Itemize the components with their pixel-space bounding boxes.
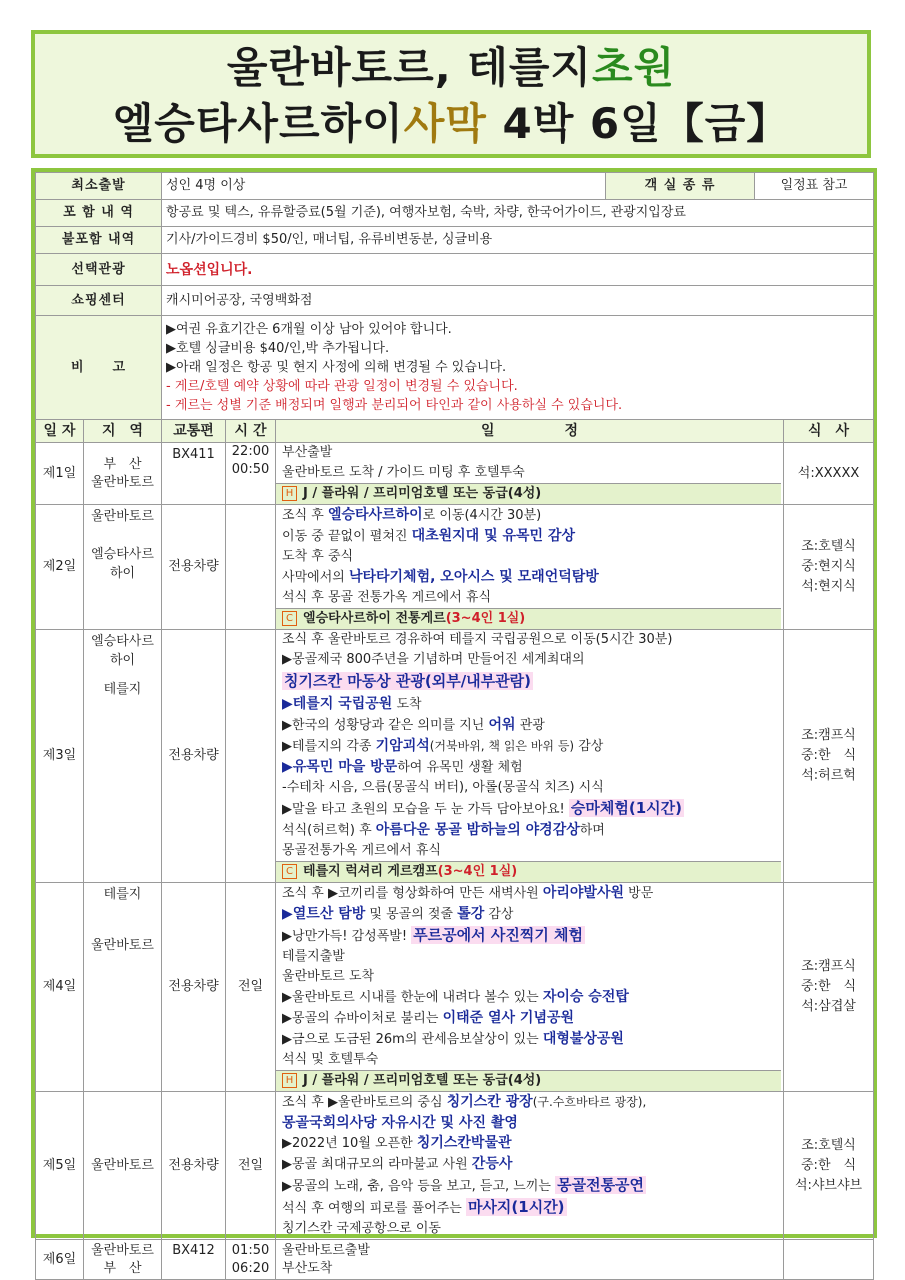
day-itinerary: 울란바토르출발 부산도착 [276, 1240, 784, 1280]
optional-tour-value: 노옵션입니다. [162, 254, 874, 286]
day-time [226, 630, 276, 883]
schedule-header-row [36, 420, 874, 443]
col-time: 시 간 [226, 420, 276, 443]
accommodation: C 엘승타사르하이 전통게르(3~4인 1실) [276, 608, 781, 629]
excludes-value: 기사/가이드경비 $50/인, 매너팁, 유류비변동분, 싱글비용 [162, 227, 874, 254]
day-time: 전일 [226, 883, 276, 1092]
day-label: 제6일 [36, 1240, 84, 1280]
note-line: ▶아래 일정은 항공 및 현지 사정에 의해 변경될 수 있습니다. [166, 360, 507, 375]
note-line: ▶여권 유효기간은 6개월 이상 남아 있어야 합니다. [166, 322, 452, 337]
title-banner [31, 30, 871, 158]
title-line-2: 엘승타사르하이사막 4박 6일【금】 [112, 99, 790, 148]
col-transport: 교통편 [162, 420, 226, 443]
day-row-2 [36, 505, 874, 630]
camp-icon: C [282, 864, 297, 879]
day-row-3 [36, 630, 874, 883]
day-region: 울란바토르 엘승타사르 하이 [84, 505, 162, 630]
day-time [226, 505, 276, 630]
tour-table [35, 172, 874, 1280]
day-meal: 조:캠프식 중:한 식 석:삼겹살 [784, 883, 874, 1092]
day-row-6 [36, 1240, 874, 1280]
shopping-label: 쇼핑센터 [36, 286, 162, 316]
col-itinerary: 일 정 [276, 420, 784, 443]
day-label: 제2일 [36, 505, 84, 630]
notes-label: 비 고 [36, 316, 162, 420]
min-departure-label: 최소출발 [36, 173, 162, 200]
day-label: 제3일 [36, 630, 84, 883]
hotel-icon: H [282, 486, 297, 501]
accommodation: H J / 플라워 / 프리미엄호텔 또는 동급(4성) [276, 1070, 781, 1091]
day-row-1 [36, 443, 874, 505]
day-transport: 전용차량 [162, 630, 226, 883]
day-meal: 석:XXXXX [784, 443, 874, 505]
day-region: 부 산 울란바토르 [84, 443, 162, 505]
day-itinerary: 부산출발 울란바토르 도착 / 가이드 미팅 후 호텔투숙 H J / 플라워 / 프리미엄호텔 또는 동급(4성) [276, 443, 784, 505]
optional-tour-label: 선택관광 [36, 254, 162, 286]
camp-icon: C [282, 611, 297, 626]
day-region: 테를지 울란바토르 [84, 883, 162, 1092]
day-transport: 전용차량 [162, 1092, 226, 1240]
note-line-red: - 게르/호텔 예약 상황에 따라 관광 일정이 변경될 수 있습니다. [166, 379, 518, 394]
notes-block [162, 316, 874, 420]
day-meal: 조:호텔식 중:한 식 석:샤브샤브 [784, 1092, 874, 1240]
itinerary-document [31, 168, 877, 1276]
accommodation: H J / 플라워 / 프리미엄호텔 또는 동급(4성) [276, 483, 781, 504]
day-meal [784, 1240, 874, 1280]
title-line-1: 울란바토르, 테를지초원 [226, 43, 676, 92]
day-transport: 전용차량 [162, 883, 226, 1092]
excludes-label: 불포함 내역 [36, 227, 162, 254]
day-region: 울란바토르 부 산 [84, 1240, 162, 1280]
day-label: 제4일 [36, 883, 84, 1092]
shopping-value: 캐시미어공장, 국영백화점 [162, 286, 874, 316]
min-departure-value: 성인 4명 이상 [162, 173, 606, 200]
day-row-4 [36, 883, 874, 1092]
room-type-label: 객 실 종 류 [606, 173, 755, 199]
note-line: ▶호텔 싱글비용 $40/인,박 추가됩니다. [166, 341, 390, 356]
room-type-value: 일정표 참고 [780, 178, 848, 193]
day-transport: BX411 [162, 443, 226, 505]
day-label: 제5일 [36, 1092, 84, 1240]
day-itinerary: 조식 후 ▶코끼리를 형상화하여 만든 새벽사원 아리야발사원 방문 ▶열트산 탐방 및 몽골의 젖줄 톨강 감상 ▶낭만가득! 감성폭발! 푸르공에서 사진찍기 체험 테를지출발 울란바토르 도착 ▶울란바토르 시내를 한눈에 내려다 볼수 있는 자이승 승전탑 ▶몽골의 슈바이처로 불리는 이태준 열사 기념공원 ▶금으로 도금된 26m의 관세음보살상이 있는 대형불상공원 석식 및 호텔투숙 H J / 플라워 / 프리미엄호텔 또는 동급(4성) [276, 883, 784, 1092]
includes-label: 포 함 내 역 [36, 200, 162, 227]
includes-value: 항공료 및 텍스, 유류할증료(5월 기준), 여행자보험, 숙박, 차량, 한국어가이드, 관광지입장료 [162, 200, 874, 227]
day-transport: 전용차량 [162, 505, 226, 630]
day-time: 01:50 06:20 [226, 1240, 276, 1280]
day-time: 전일 [226, 1092, 276, 1240]
day-region: 울란바토르 [84, 1092, 162, 1240]
note-line-red: - 게르는 성별 기준 배정되며 일행과 분리되어 타인과 같이 사용하실 수 있습니다. [166, 398, 623, 413]
day-itinerary: 조식 후 ▶울란바토르의 중심 칭기스칸 광장(구.수흐바타르 광장), 몽골국회의사당 자유시간 및 사진 촬영 ▶2022년 10월 오픈한 칭기스칸박물관 ▶몽골 최대규모의 라마불교 사원 간등사 ▶몽골의 노래, 춤, 음악 등을 보고, 듣고, 느끼는 몽골전통공연 석식 후 여행의 피로를 풀어주는 마사지(1시간) 칭기스칸 국제공항으로 이동 [276, 1092, 784, 1240]
day-itinerary: 조식 후 엘승타사르하이로 이동(4시간 30분) 이동 중 끝없이 펼쳐진 대초원지대 및 유목민 감상 도착 후 중식 사막에서의 낙타타기체험, 오아시스 및 모래언덕탐방 석식 후 몽골 전통가옥 게르에서 휴식 C 엘승타사르하이 전통게르(3~4인 1실) [276, 505, 784, 630]
day-label: 제1일 [36, 443, 84, 505]
col-region: 지 역 [84, 420, 162, 443]
day-meal: 조:호텔식 중:현지식 석:현지식 [784, 505, 874, 630]
col-meal: 식 사 [784, 420, 874, 443]
day-itinerary: 조식 후 울란바토르 경유하여 테를지 국립공원으로 이동(5시간 30분) ▶몽골제국 800주년을 기념하며 만들어진 세계최대의 칭기즈칸 마동상 관광(외부/내부관람) ▶테를지 국립공원 도착 ▶한국의 성황당과 같은 의미를 지닌 어워 관광 ▶테를지의 각종 기암괴석(거북바위, 책 읽은 바위 등) 감상 ▶유목민 마을 방문하여 유목민 생활 체험 -수테차 시음, 으름(몽골식 버터), 아롤(몽골식 치즈) 시식 ▶말을 타고 초원의 모습을 두 눈 가득 담아보아요! 승마체험(1시간) 석식(허르헉) 후 아름다운 몽골 밤하늘의 야경감상하며 몽골전통가옥 게르에서 휴식 C 테를지 럭셔리 게르캠프(3~4인 1실) [276, 630, 784, 883]
accommodation: C 테를지 럭셔리 게르캠프(3~4인 1실) [276, 861, 781, 882]
day-time: 22:00 00:50 [226, 443, 276, 505]
day-meal: 조:캠프식 중:한 식 석:허르헉 [784, 630, 874, 883]
hotel-icon: H [282, 1073, 297, 1088]
day-region: 엘승타사르 하이 테를지 [84, 630, 162, 883]
day-row-5 [36, 1092, 874, 1240]
day-transport: BX412 [162, 1240, 226, 1280]
col-day: 일 자 [36, 420, 84, 443]
